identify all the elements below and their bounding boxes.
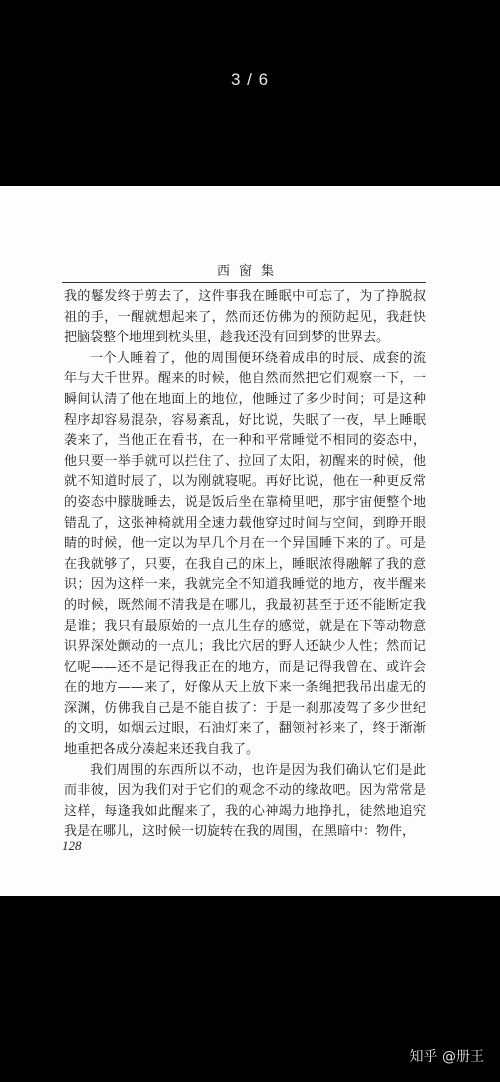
page-counter: 3 / 6: [230, 70, 270, 89]
header-rule: [62, 282, 426, 283]
body-text: [64, 287, 426, 843]
book-page-image[interactable]: [0, 186, 500, 896]
page-number: 128: [62, 838, 82, 853]
paragraph: 我们周围的东西所以不动，也许是因为我们确认它们是此而非彼，因为我们对于它们的观念不动的缘故吧。因为常常是这样，每逢我如此醒来了，我的心神竭力地挣扎，徒然地追究我是在哪儿，这时候一切旋转在我的周围，在黑暗中：物件，: [64, 762, 426, 840]
paragraph: 一个人睡着了，他的周围便环绕着成串的时辰、成套的流年与大千世界。醒来的时候，他自然而然把它们观察一下，一瞬间认清了他在地面上的地位，他睡过了多少时间；可是这种程序却容易混杂，容易紊乱，好比说，失眠了一夜，早上睡眠袭来了，当他正在看书，在一种和平常睡觉不相同的姿态中，他只要一举手就可以拦住了、拉回了太阳，初醒来的时候，他就不知道时辰了，以为刚就寝呢。再好比说，他在一种更反常的姿态中朦胧睡去，说是饭后坐在靠椅里吧，那宇宙便整个地错乱了，这张神椅就用全速力载他穿过时间与空间，到睁开眼睛的时候，他一定以为早几个月在一个异国睡下来的了。可是在我就够了，只要，在我自己的床上，睡眠浓得融解了我的意识；因为这样一来，我就完全不知道我睡觉的地方，夜半醒来的时候，既然闹不清我是在哪儿，我最初甚至于还不能断定我是谁；我只有最原始的一点儿生存的感觉，就是在下等动物意识界深处颤动的一点儿；我比穴居的野人还缺少人性；然而记忆呢——还不是记得我正在的地方，而是记得我曾在、或许会在的地方——来了，好像从天上放下来一条绳把我吊出虚无的深渊，仿佛我自己是不能自拔了：于是一刹那凌驾了多少世纪的文明，如烟云过眼，石油灯来了，翻领衬衫来了，终于渐渐地重把各成分凑起来还我自我了。: [64, 350, 426, 758]
running-header: 西窗集: [216, 264, 283, 279]
watermark: 知乎 @册王: [409, 1049, 484, 1065]
paragraph-continuation: 我的鬈发终于剪去了，这件事我在睡眠中可忘了，为了挣脱叔祖的手，一醒就想起来了，然而还仿佛为的预防起见，我赶快把脑袋整个地埋到枕头里，趁我还没有回到梦的世界去。: [64, 289, 426, 346]
